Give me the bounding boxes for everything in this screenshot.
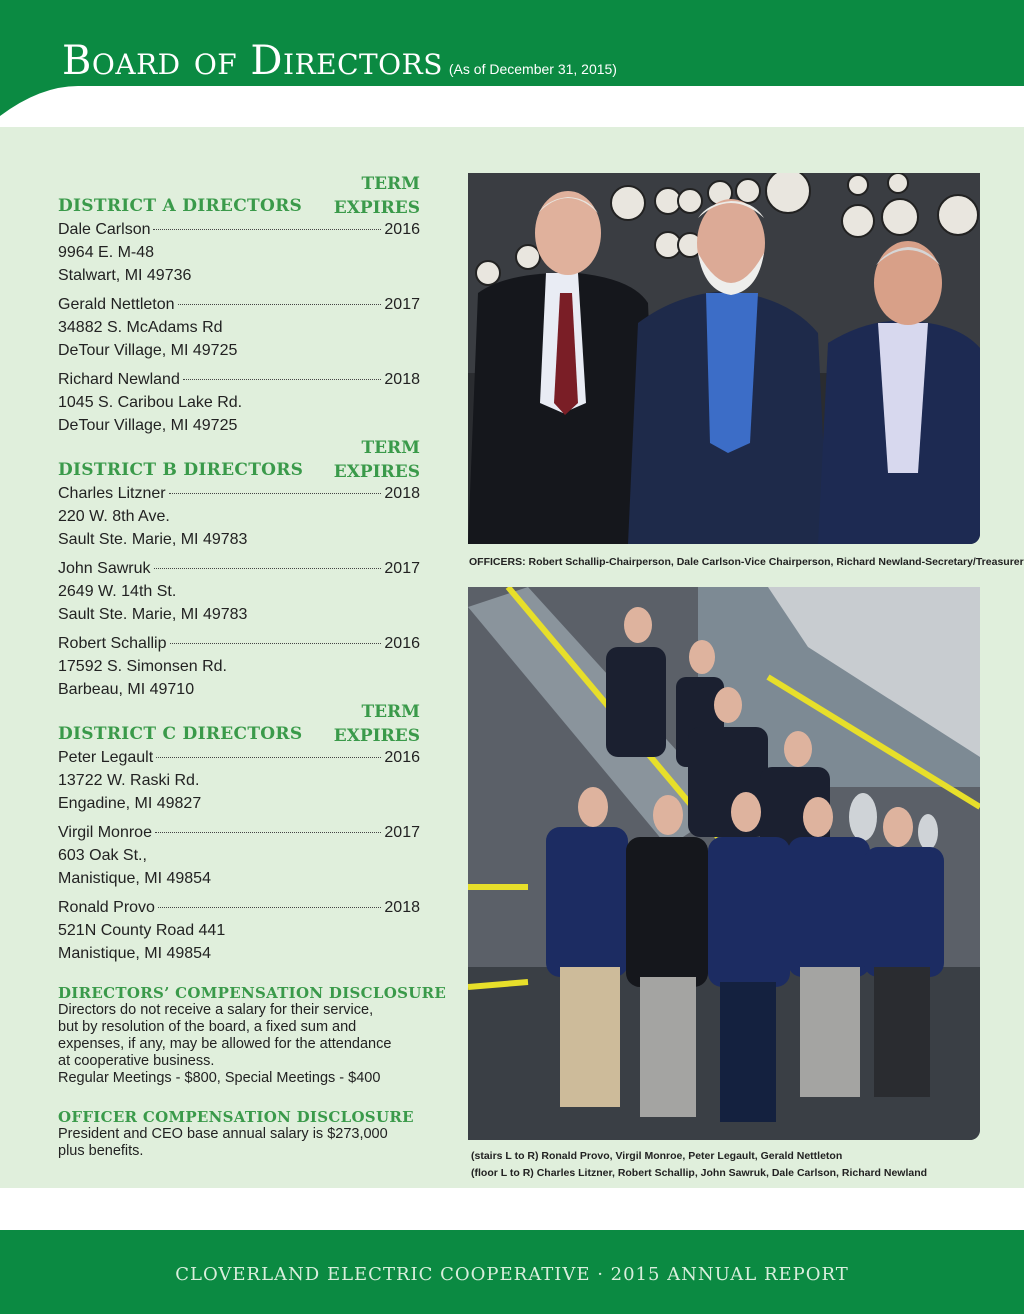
director-city: Stalwart, MI 49736 [58,267,192,284]
director-name: John Sawruk [58,560,151,577]
director-entry [58,821,420,890]
director-address: 220 W. 8th Ave. [58,508,170,525]
director-term: 2018 [384,371,420,388]
director-term: 2016 [384,749,420,766]
director-address: 2649 W. 14th St. [58,583,177,600]
footer-band [0,1230,1024,1314]
leader-dots [155,832,381,833]
director-name: Robert Schallip [58,635,167,652]
expires-label: EXPIRES [333,198,420,218]
director-city: DeTour Village, MI 49725 [58,417,238,434]
district-title: DISTRICT C DIRECTORS [58,724,303,744]
page-title: Board of Directors [62,38,443,84]
director-term: 2017 [384,560,420,577]
director-city: Engadine, MI 49827 [58,795,202,812]
disclosure-line: expenses, if any, may be allowed for the attendance [58,1036,392,1052]
header-band [0,0,1024,127]
district-title: DISTRICT A DIRECTORS [58,196,303,216]
director-address: 13722 W. Raski Rd. [58,772,200,789]
director-name: Virgil Monroe [58,824,152,841]
expires-label: EXPIRES [333,726,420,746]
director-term: 2016 [384,635,420,652]
leader-dots [178,304,382,305]
director-address: 34882 S. McAdams Rd [58,319,223,336]
disclosure-line: at cooperative business. [58,1053,215,1069]
board-caption-stairs: (stairs L to R) Ronald Provo, Virgil Monroe, Peter Legault, Gerald Nettleton [471,1150,843,1162]
district-c-heading [58,700,420,746]
disclosure-line: Directors do not receive a salary for their service, [58,1002,374,1018]
leader-dots [153,229,381,230]
leader-dots [170,643,382,644]
term-expires-label [334,700,420,748]
term-expires-label [334,436,420,484]
term-expires-label [334,172,420,220]
director-name: Charles Litzner [58,485,166,502]
footer-text: CLOVERLAND ELECTRIC COOPERATIVE · 2015 ANNUAL REPORT [175,1264,849,1285]
director-address: 1045 S. Caribou Lake Rd. [58,394,243,411]
directors-disclosure-heading: DIRECTORS’ COMPENSATION DISCLOSURE [58,984,447,1002]
leader-dots [154,568,382,569]
director-city: Manistique, MI 49854 [58,945,211,962]
page-subtitle: (As of December 31, 2015) [448,61,617,77]
directors-disclosure-text [58,1002,428,1087]
director-city: Sault Ste. Marie, MI 49783 [58,606,248,623]
leader-dots [183,379,382,380]
term-label: TERM [361,438,420,458]
director-entry [58,632,420,701]
expires-label: EXPIRES [333,462,420,482]
director-entry [58,293,420,362]
director-term: 2017 [384,296,420,313]
director-term: 2018 [384,485,420,502]
director-term: 2017 [384,824,420,841]
director-term: 2018 [384,899,420,916]
disclosure-line: Regular Meetings - $800, Special Meetings - $400 [58,1070,381,1086]
district-a-heading [58,172,420,218]
disclosure-line: but by resolution of the board, a fixed sum and [58,1019,357,1035]
director-entry [58,482,420,551]
director-city: Barbeau, MI 49710 [58,681,195,698]
director-address: 521N County Road 441 [58,922,226,939]
director-city: Sault Ste. Marie, MI 49783 [58,531,248,548]
director-address: 603 Oak St., [58,847,147,864]
director-city: Manistique, MI 49854 [58,870,211,887]
leader-dots [169,493,382,494]
leader-dots [156,757,381,758]
board-photo [468,587,980,1140]
director-city: DeTour Village, MI 49725 [58,342,238,359]
term-label: TERM [361,702,420,722]
term-label: TERM [361,174,420,194]
director-entry [58,896,420,965]
disclosure-line: plus benefits. [58,1143,144,1159]
director-entry [58,746,420,815]
board-caption-floor: (floor L to R) Charles Litzner, Robert Schallip, John Sawruk, Dale Carlson, Richard Newland [471,1167,928,1179]
director-address: 9964 E. M-48 [58,244,155,261]
title-block [62,38,617,84]
director-entry [58,368,420,437]
director-name: Dale Carlson [58,221,151,238]
director-entry [58,218,420,287]
director-name: Gerald Nettleton [58,296,175,313]
officer-disclosure-text [58,1126,428,1160]
officers-photo [468,173,980,544]
director-name: Peter Legault [58,749,154,766]
officer-disclosure-heading: OFFICER COMPENSATION DISCLOSURE [58,1108,414,1126]
director-name: Richard Newland [58,371,180,388]
director-address: 17592 S. Simonsen Rd. [58,658,227,675]
leader-dots [158,907,381,908]
officers-caption: OFFICERS: Robert Schallip-Chairperson, Dale Carlson-Vice Chairperson, Richard Newland-Secretary/Treasurer [469,556,1024,568]
district-title: DISTRICT B DIRECTORS [58,460,304,480]
district-b-heading [58,436,420,482]
director-name: Ronald Provo [58,899,155,916]
disclosure-line: President and CEO base annual salary is $273,000 [58,1126,388,1142]
director-term: 2016 [384,221,420,238]
director-entry [58,557,420,626]
